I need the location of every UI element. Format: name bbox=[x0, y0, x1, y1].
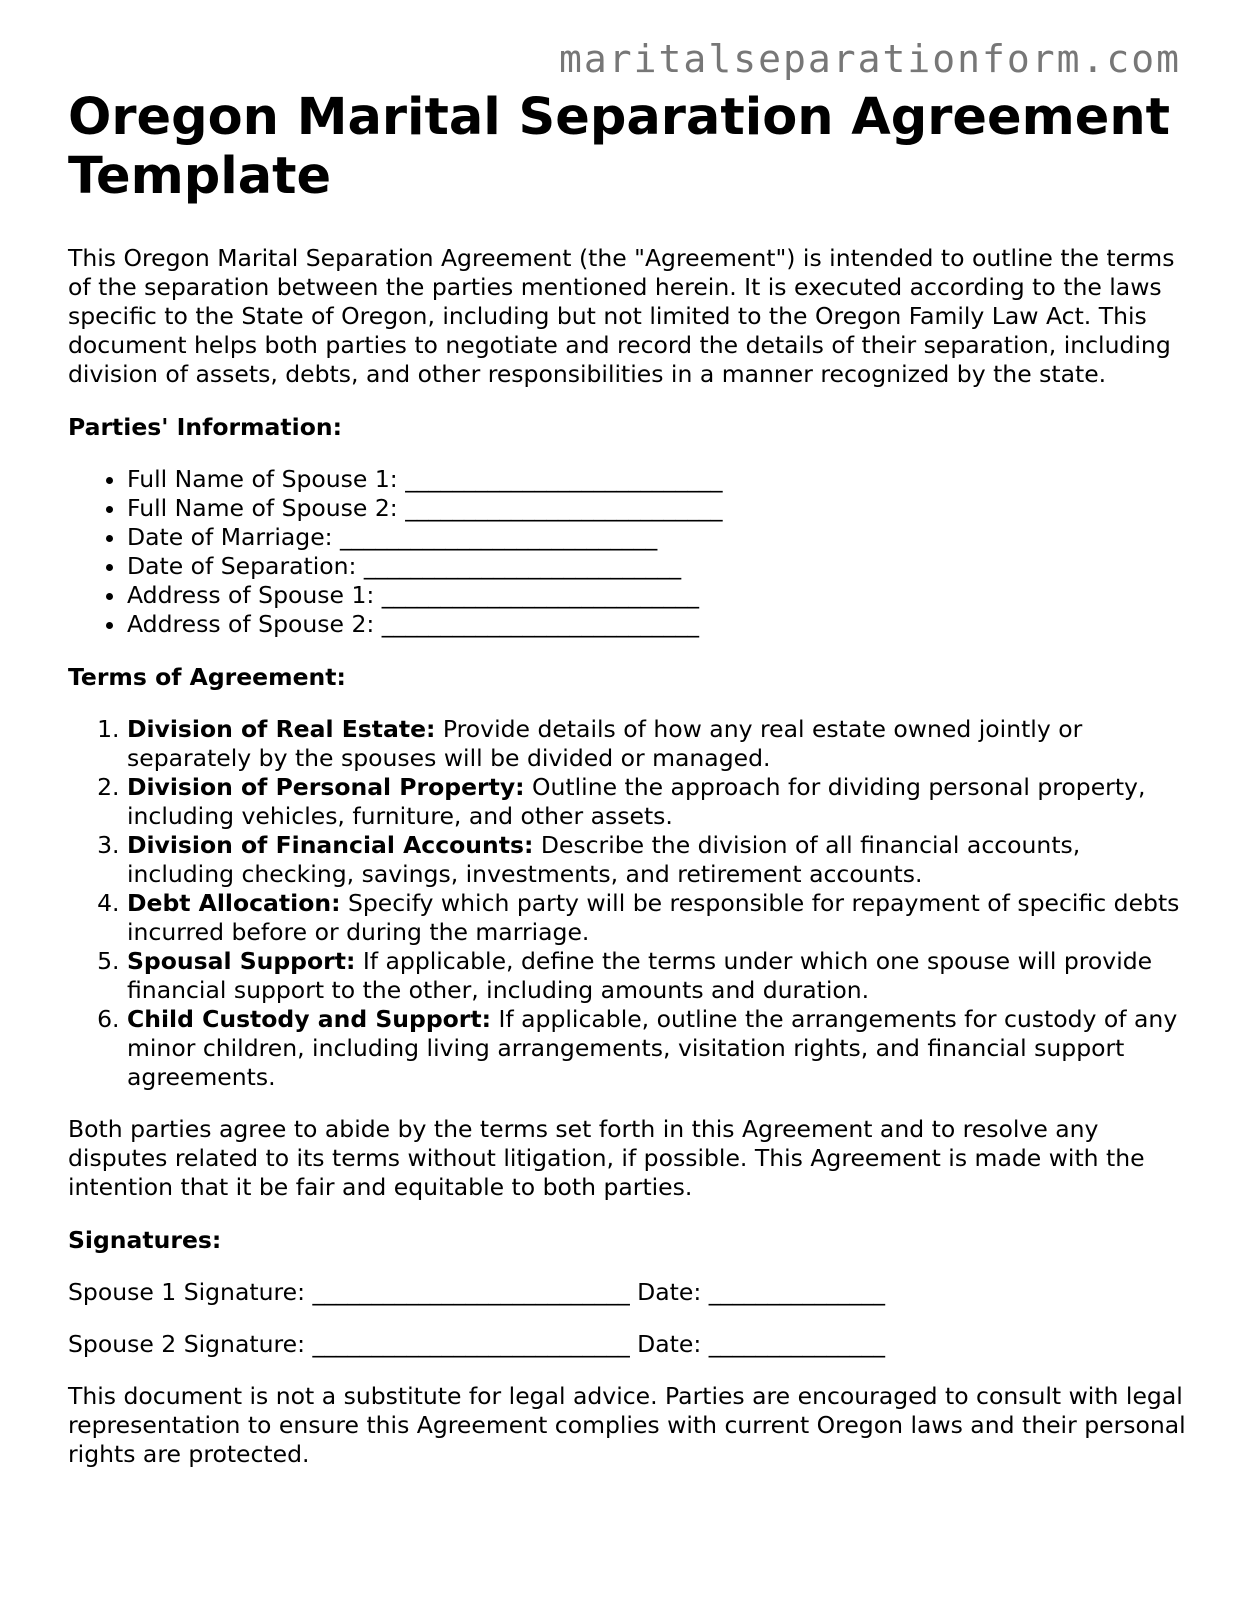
party-field-spouse1-name: • Full Name of Spouse 1: ___________________________ bbox=[127, 465, 1188, 494]
term-item bbox=[127, 889, 1188, 947]
term-item bbox=[127, 947, 1188, 1005]
term-title: Division of Real Estate: bbox=[127, 715, 436, 743]
document-title: Oregon Marital Separation Agreement Template bbox=[68, 88, 1171, 206]
parties-heading: Parties' Information: bbox=[68, 413, 342, 441]
terms-heading: Terms of Agreement: bbox=[68, 663, 346, 691]
party-field-separation-date: • Date of Separation: ___________________________ bbox=[127, 552, 1188, 581]
party-field-spouse2-name: • Full Name of Spouse 2: ___________________________ bbox=[127, 494, 1188, 523]
party-field-marriage-date: • Date of Marriage: ___________________________ bbox=[127, 523, 1188, 552]
term-title: Division of Personal Property: bbox=[127, 773, 525, 801]
term-item bbox=[127, 773, 1188, 831]
term-text: If applicable, outline the arrangements for custody of any minor children, including living arrangements, visitation rights, and financial support agreements. bbox=[127, 1005, 1178, 1091]
spouse2-signature-line: Spouse 2 Signature: ___________________________ Date: _______________ bbox=[68, 1330, 885, 1358]
disclaimer-paragraph: This document is not a substitute for legal advice. Parties are encouraged to consult with legal representation to ensure this Agreement complies with current Oregon laws and their personal rights are protected. bbox=[68, 1382, 1186, 1468]
term-item bbox=[127, 715, 1188, 773]
signatures-heading: Signatures: bbox=[68, 1226, 222, 1254]
term-title: Division of Financial Accounts: bbox=[127, 831, 534, 859]
term-item bbox=[127, 831, 1188, 889]
closing-paragraph: Both parties agree to abide by the terms set forth in this Agreement and to resolve any disputes related to its terms without litigation, if possible. This Agreement is made with the intention that it be fair and equitable to both parties. bbox=[68, 1115, 1145, 1201]
term-title: Debt Allocation: bbox=[127, 889, 341, 917]
terms-list bbox=[68, 715, 1188, 1092]
intro-paragraph: This Oregon Marital Separation Agreement (the "Agreement") is intended to outline the terms of the separation between the parties mentioned herein. It is executed according to the laws specific to the State of Oregon, including but not limited to the Oregon Family Law Act. This document helps both parties to negotiate and record the details of their separation, including division of assets, debts, and other responsibilities in a manner recognized by the state. bbox=[68, 244, 1175, 388]
parties-list bbox=[68, 465, 1188, 639]
term-text: Describe the division of all financial accounts, including checking, savings, investments, and retirement accounts. bbox=[127, 831, 1081, 888]
party-field-spouse1-address: • Address of Spouse 1: ___________________________ bbox=[127, 581, 1188, 610]
party-field-spouse2-address: • Address of Spouse 2: ___________________________ bbox=[127, 610, 1188, 639]
document-body bbox=[68, 88, 1188, 1469]
term-text: Provide details of how any real estate owned jointly or separately by the spouses will be divided or managed. bbox=[127, 715, 1083, 772]
term-text: Outline the approach for dividing personal property, including vehicles, furniture, and other assets. bbox=[127, 773, 1146, 830]
watermark: maritalseparationform.com bbox=[559, 37, 1181, 81]
term-text: Specify which party will be responsible for repayment of specific debts incurred before or during the marriage. bbox=[127, 889, 1180, 946]
term-title: Spousal Support: bbox=[127, 947, 356, 975]
term-text: If applicable, define the terms under which one spouse will provide financial support to the other, including amounts and duration. bbox=[127, 947, 1153, 1004]
term-title: Child Custody and Support: bbox=[127, 1005, 492, 1033]
term-item bbox=[127, 1005, 1188, 1092]
spouse1-signature-line: Spouse 1 Signature: ___________________________ Date: _______________ bbox=[68, 1278, 885, 1306]
